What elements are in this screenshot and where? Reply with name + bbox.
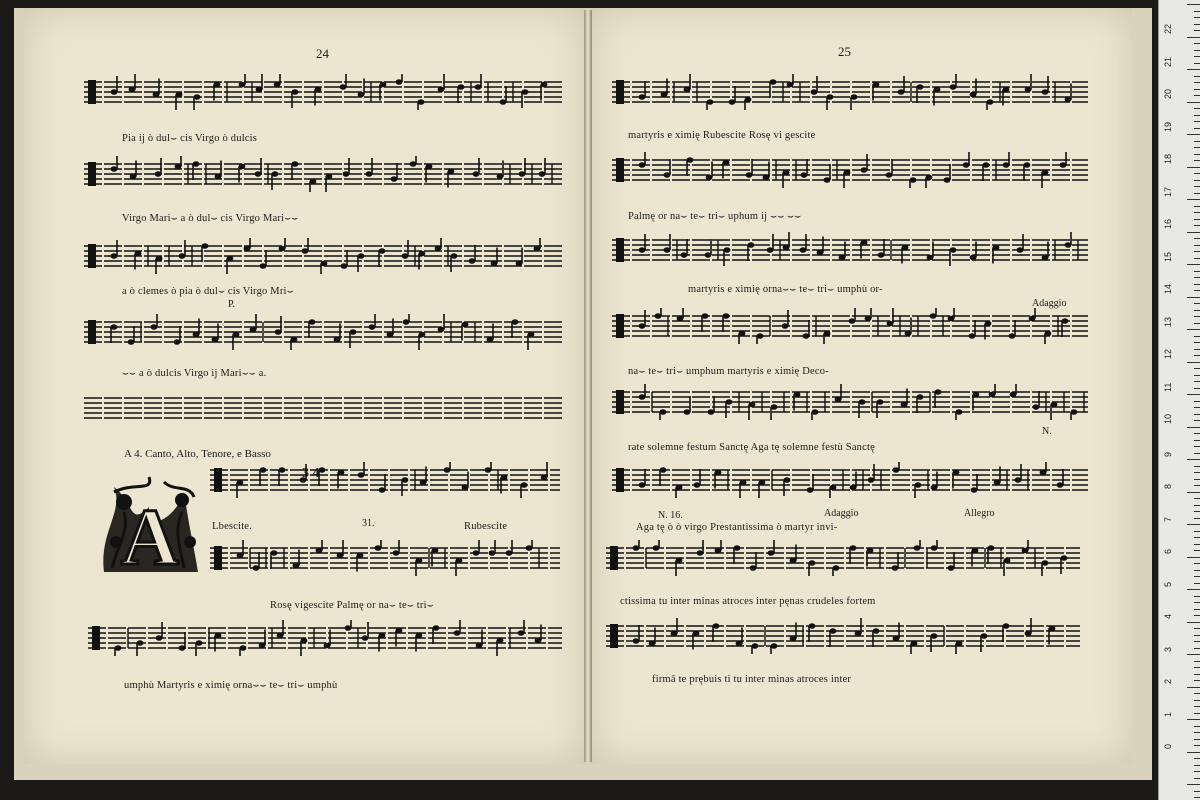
staff-notation [84,238,562,274]
ruler-tick [1194,375,1200,376]
ruler-tick [1194,323,1200,324]
ruler-tick [1194,713,1200,714]
ruler-tick [1187,199,1200,200]
ruler-label: 17 [1163,186,1173,197]
ruler-tick [1194,440,1200,441]
ruler-tick [1194,277,1200,278]
ruler-tick [1194,206,1200,207]
ruler-tick [1194,505,1200,506]
staff-notation [606,540,1080,576]
staff-notation [612,232,1088,268]
ruler-tick [1194,602,1200,603]
ruler-tick [1194,43,1200,44]
tempo-mark: Allegro [964,508,995,519]
ruler-label: 14 [1163,283,1173,294]
ruler-tick [1194,24,1200,25]
lyric-line: martyris e ximię Rubescite Rosę vi gescite [628,130,816,141]
empty-staff [84,390,562,426]
ruler-tick [1194,82,1200,83]
ruler-label: 11 [1163,382,1173,392]
ruler-label: 7 [1163,516,1173,522]
music-staff [612,152,1088,188]
ruler-tick [1194,739,1200,740]
ruler-label: 21 [1163,56,1173,67]
music-staff [84,314,562,350]
lyric-line: rate solemne festum Sanctę Aga tę solemne festù Sanctę [628,442,875,453]
ruler-tick [1194,518,1200,519]
ruler-tick [1194,381,1200,382]
initial-letter: A [121,494,179,582]
ruler-tick [1194,797,1200,798]
lyric-line: ⌣⌣ a ò dulcis Virgo ij Mari⌣⌣ a. [122,368,267,379]
time-signature: 3 4 [302,466,320,481]
ruler-tick [1194,336,1200,337]
ruler-tick [1194,271,1200,272]
ruler-tick [1194,388,1200,389]
ruler-tick [1187,37,1200,38]
ruler-tick [1194,453,1200,454]
ruler-tick [1187,524,1200,525]
decorated-initial [94,472,206,584]
ruler-tick [1187,232,1200,233]
number-mark: 31. [362,518,375,529]
ruler-label: 15 [1163,251,1173,262]
ruler-tick [1187,167,1200,168]
ruler-tick [1194,193,1200,194]
ruler-tick [1187,589,1200,590]
ruler-label: 13 [1163,316,1173,327]
ruler-tick [1187,134,1200,135]
lyric-line: Rubescite [464,521,508,532]
ruler-label: 12 [1163,348,1173,359]
ruler-tick [1194,219,1200,220]
lyric-line: Virgo Mari⌣ a ò dul⌣ cis Virgo Mari⌣⌣ [122,213,299,224]
right-page [592,8,1132,764]
dynamic-mark: P. [228,299,235,310]
ruler-tick [1194,108,1200,109]
ruler-tick [1187,459,1200,460]
staff-notation [606,618,1080,654]
voices-caption: A 4. Canto, Alto, Tenore, e Basso [124,448,271,460]
section-mark: N. [1042,426,1052,437]
ruler-tick [1194,596,1200,597]
ruler-tick [1194,609,1200,610]
ruler-tick [1194,154,1200,155]
ruler-tick [1187,719,1200,720]
ruler-tick [1187,654,1200,655]
ruler-tick [1187,557,1200,558]
ruler-label: 1 [1163,711,1173,717]
ruler-tick [1194,290,1200,291]
ruler-tick [1194,420,1200,421]
ruler-tick [1194,498,1200,499]
ruler-tick [1194,95,1200,96]
ruler-tick [1194,303,1200,304]
staff-notation [88,620,562,656]
ruler-tick [1194,745,1200,746]
ruler-label: 18 [1163,153,1173,164]
music-staff [612,232,1088,268]
ruler-label: 20 [1163,88,1173,99]
ruler-tick [1187,4,1200,5]
ruler-label: 9 [1163,451,1173,457]
ruler-tick [1194,11,1200,12]
ruler-tick [1194,30,1200,31]
ruler-label: 0 [1163,743,1173,749]
ruler-tick [1187,297,1200,298]
ruler-tick [1194,680,1200,681]
ruler-tick [1194,401,1200,402]
ruler-tick [1187,362,1200,363]
ruler-tick [1194,550,1200,551]
ruler-label: 10 [1163,413,1173,424]
ruler-tick [1194,765,1200,766]
ruler-tick [1194,706,1200,707]
ruler-tick [1187,69,1200,70]
ruler-tick [1194,791,1200,792]
ruler-label: 19 [1163,121,1173,132]
lyric-line: Palmę or na⌣ te⌣ tri⌣ uphum ij ⌣⌣ ⌣⌣ [628,211,802,222]
ruler-tick [1194,661,1200,662]
ruler-tick [1194,466,1200,467]
ruler-tick [1187,687,1200,688]
lyric-line: a ò clemes ò pia ò dul⌣ cis Virgo Mri⌣ [122,286,294,297]
ruler-tick [1194,173,1200,174]
ruler-tick [1194,446,1200,447]
staff-notation [612,152,1088,188]
music-staff [88,620,562,656]
ruler-tick [1194,407,1200,408]
ruler-tick [1194,414,1200,415]
ruler-tick [1194,648,1200,649]
book-gutter [584,10,592,762]
ruler-tick [1194,628,1200,629]
ruler-tick [1194,758,1200,759]
ruler-tick [1194,147,1200,148]
tempo-mark: Adaggio [1032,298,1067,309]
ruler-tick [1194,693,1200,694]
music-staff [612,308,1088,344]
ruler-tick [1194,615,1200,616]
ruler-tick [1194,89,1200,90]
music-staff [606,540,1080,576]
page-number: 25 [838,44,851,59]
ruler-tick [1194,583,1200,584]
staff-notation [84,74,562,110]
ruler-tick [1194,732,1200,733]
ruler-tick [1187,329,1200,330]
ruler-tick [1194,700,1200,701]
ruler-tick [1194,778,1200,779]
staff-lines [84,390,562,426]
music-staff [84,156,562,192]
ruler-label: 5 [1163,581,1173,587]
music-staff [210,462,560,498]
ruler-tick [1194,76,1200,77]
ruler-tick [1194,771,1200,772]
ruler-tick [1194,537,1200,538]
ruler-tick [1194,472,1200,473]
ruler-label: 2 [1163,678,1173,684]
staff-notation [210,540,560,576]
lyric-line: Lbescite. [212,521,252,532]
music-staff [612,462,1088,498]
lyric-line: Aga tę ò ò virgo Prestantissima ò martyr invi- [636,522,838,533]
ruler-label: 22 [1163,23,1173,34]
ruler-label: 3 [1163,646,1173,652]
lyric-line: na⌣ te⌣ tri⌣ umphum martyris e ximię Deco- [628,366,829,377]
ruler-tick [1194,245,1200,246]
staff-notation [210,462,560,498]
ruler-tick [1194,212,1200,213]
lyric-line: martyris e ximię orna⌣⌣ te⌣ tri⌣ umphù or- [688,284,883,295]
ruler-tick [1194,115,1200,116]
ruler-tick [1194,342,1200,343]
music-staff [606,618,1080,654]
ruler-tick [1194,160,1200,161]
ruler-tick [1194,576,1200,577]
section-mark: N. 16. [658,510,683,521]
lyric-line: firmā te prębuis ti tu inter minas atroces inter [652,674,852,685]
ruler-tick [1194,563,1200,564]
ruler-tick [1194,674,1200,675]
lyric-line: ctissima tu inter minas atroces inter pęnas crudeles fortem [620,596,876,607]
ruler-tick [1194,141,1200,142]
ruler-tick [1187,492,1200,493]
ruler-tick [1194,50,1200,51]
lyric-line: Pia ij ò dul⌣ cis Virgo ò dulcis [122,133,258,144]
ruler-tick [1187,752,1200,753]
ruler-tick [1194,479,1200,480]
staff-notation [612,308,1088,344]
ruler-tick [1194,726,1200,727]
music-staff [84,238,562,274]
staff-notation [84,156,562,192]
ruler-tick [1187,784,1200,785]
measurement-ruler [1158,0,1200,800]
ruler-tick [1194,238,1200,239]
staff-notation [612,74,1088,110]
ruler-label: 16 [1163,218,1173,229]
ruler-tick [1194,121,1200,122]
ruler-tick [1187,264,1200,265]
ruler-tick [1194,511,1200,512]
ruler-tick [1187,394,1200,395]
ruler-tick [1194,433,1200,434]
music-staff [612,74,1088,110]
ruler-tick [1194,544,1200,545]
staff-notation [612,462,1088,498]
ruler-tick [1194,667,1200,668]
ruler-tick [1187,427,1200,428]
ruler-tick [1194,570,1200,571]
page-number: 24 [316,46,329,61]
ruler-tick [1194,251,1200,252]
ruler-tick [1194,485,1200,486]
staff-notation [612,384,1088,420]
ruler-tick [1194,17,1200,18]
ruler-label: 6 [1163,548,1173,554]
ruler-tick [1187,622,1200,623]
music-staff [612,384,1088,420]
ruler-tick [1194,641,1200,642]
ruler-tick [1194,56,1200,57]
ruler-tick [1194,310,1200,311]
ruler-tick [1194,186,1200,187]
ruler-tick [1194,349,1200,350]
tempo-mark: Adaggio [824,508,859,519]
ruler-label: 4 [1163,613,1173,619]
lyric-line: Rosę vigescite Palmę or na⌣ te⌣ tri⌣ [270,600,434,611]
ruler-label: 8 [1163,483,1173,489]
music-staff [84,74,562,110]
left-page [24,8,584,764]
ruler-tick [1194,180,1200,181]
lyric-line: umphù Martyris e ximię orna⌣⌣ te⌣ tri⌣ umphù [124,680,338,691]
staff-notation [84,314,562,350]
ruler-tick [1194,316,1200,317]
ruler-tick [1194,284,1200,285]
ruler-tick [1194,128,1200,129]
ruler-tick [1187,102,1200,103]
music-staff [210,540,560,576]
ruler-tick [1194,225,1200,226]
ruler-tick [1194,635,1200,636]
ruler-tick [1194,368,1200,369]
ruler-tick [1194,63,1200,64]
ruler-tick [1194,531,1200,532]
ruler-tick [1194,355,1200,356]
ruler-tick [1194,258,1200,259]
